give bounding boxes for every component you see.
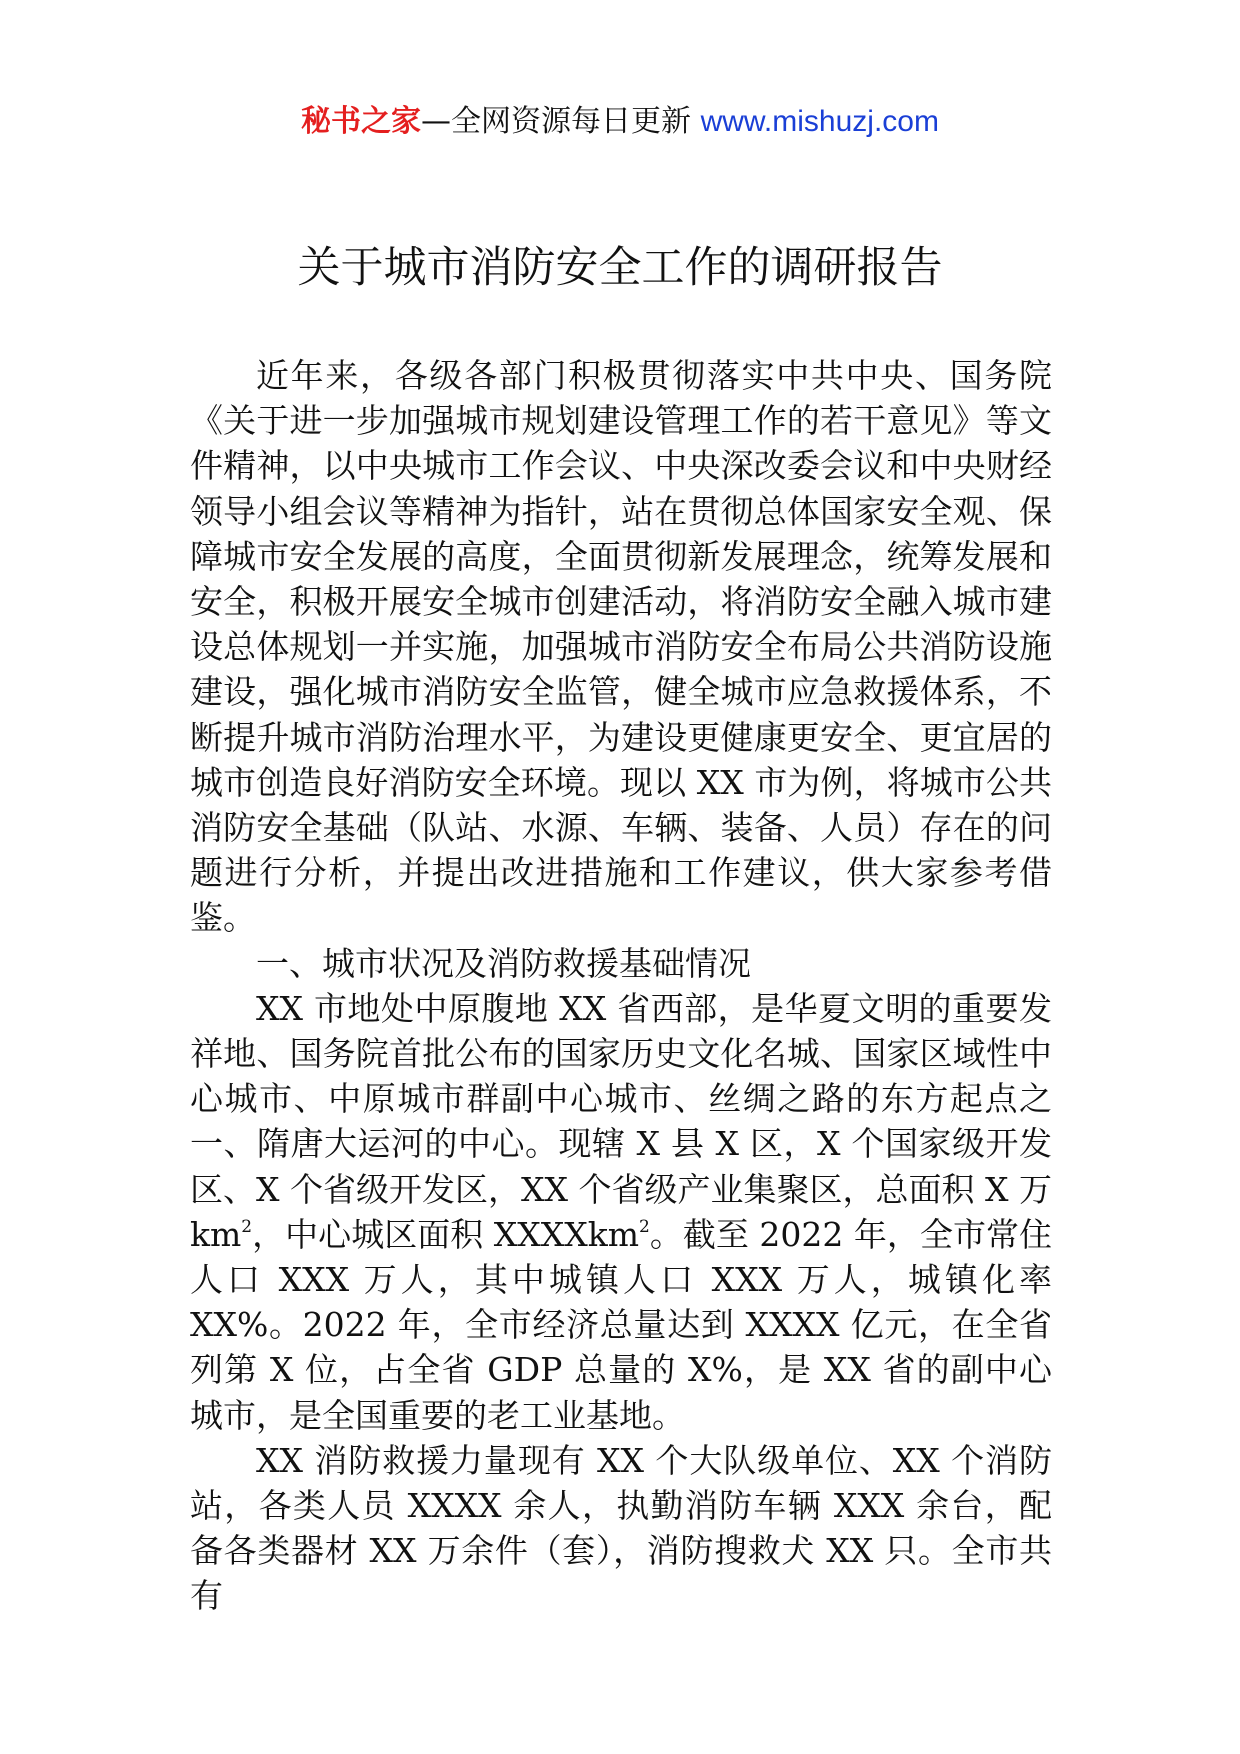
site-url-link[interactable]: www.mishuzj.com	[700, 105, 939, 138]
intro-paragraph: 近年来，各级各部门积极贯彻落实中共中央、国务院《关于进一步加强城市规划建设管理工作的若干意见》等文件精神，以中央城市工作会议、中央深改委会议和中央财经领导小组会议等精神为指针，站在贯彻总体国家安全观、保障城市安全发展的高度，全面贯彻新发展理念，统筹发展和安全，积极开展安全城市创建活动，将消防安全融入城市建设总体规划一并实施，加强城市消防安全布局公共消防设施建设，强化城市消防安全监管，健全城市应急救援体系，不断提升城市消防治理水平，为建设更健康更安全、更宜居的城市创造良好消防安全环境。现以 XX 市为例，将城市公共消防安全基础（队站、水源、车辆、装备、人员）存在的问题进行分析，并提出改进措施和工作建议，供大家参考借鉴。	[190, 356, 1052, 938]
city-overview-text-2: ，中心城区面积 XXXXkm	[252, 1214, 640, 1254]
city-overview-text-3: 。截至 2022 年，全市常住人口 XXX 万人，其中城镇人口 XXX 万人，城镇化率 XX%。2022 年，全市经济总量达到 XXXX 亿元，在全省列第 X 位，占全省 GDP 总量的 X%，是 XX 省的副中心城市，是全国重要的老工业基地。	[190, 1214, 1052, 1435]
site-tagline: —全网资源每日更新	[421, 104, 692, 139]
city-overview-text-1: XX 市地处中原腹地 XX 省西部，是华夏文明的重要发祥地、国务院首批公布的国家历史文化名城、国家区域性中心城市、中原城市群副中心城市、丝绸之路的东方起点之一、隋唐大运河的中心。现辖 X 县 X 区，X 个国家级开发区、X 个省级开发区，XX 个省级产业集聚区，总面积 X 万 km	[190, 988, 1052, 1254]
rescue-forces-paragraph: XX 消防救援力量现有 XX 个大队级单位、XX 个消防站，各类人员 XXXX 余人，执勤消防车辆 XXX 余台，配备各类器材 XX 万余件（套），消防搜救犬 XX 只。全市共有	[190, 1440, 1052, 1616]
superscript-2: 2	[639, 1216, 650, 1237]
site-brand: 秘书之家	[301, 104, 422, 139]
city-overview-paragraph	[190, 986, 1052, 1438]
superscript-2: 2	[241, 1216, 253, 1237]
site-header	[0, 100, 1240, 144]
document-title: 关于城市消防安全工作的调研报告	[297, 243, 943, 293]
document-body	[190, 353, 1052, 1619]
section-heading: 一、城市状况及消防救援基础情况	[256, 943, 751, 983]
